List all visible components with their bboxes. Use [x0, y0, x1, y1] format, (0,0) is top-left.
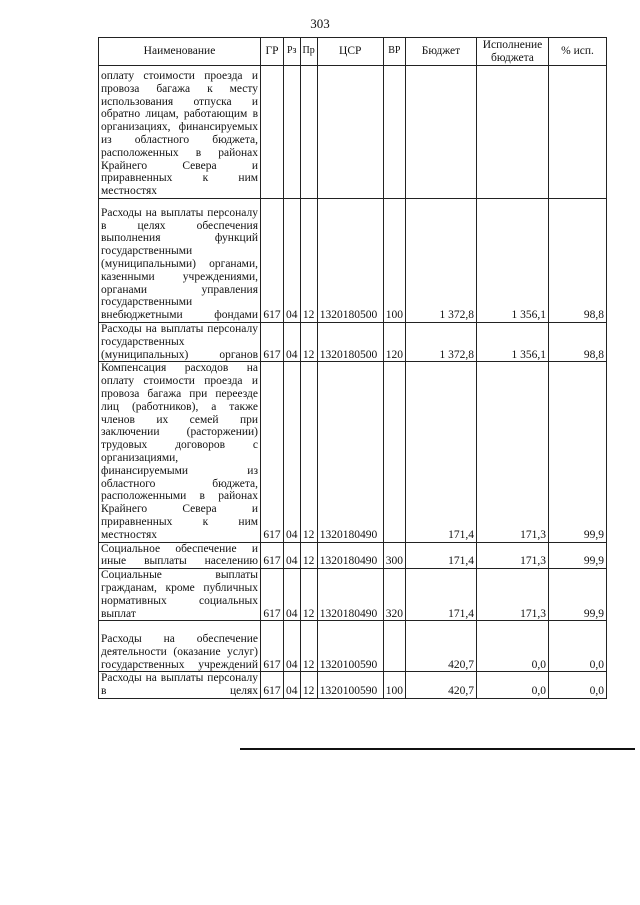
row-percent: 98,8 — [548, 199, 606, 323]
header-pr: Пр — [300, 38, 317, 66]
row-percent: 0,0 — [548, 672, 606, 699]
row-percent: 0,0 — [548, 621, 606, 672]
row-budget — [405, 66, 476, 199]
row-csr: 1320180500 — [317, 199, 383, 323]
header-gr: ГР — [261, 38, 284, 66]
row-gr: 617 — [261, 323, 284, 362]
row-rz: 04 — [284, 362, 301, 542]
row-budget: 1 372,8 — [405, 199, 476, 323]
row-vr: 320 — [383, 569, 405, 621]
row-pr: 12 — [300, 199, 317, 323]
row-vr: 100 — [383, 672, 405, 699]
row-budget: 420,7 — [405, 672, 476, 699]
row-gr: 617 — [261, 569, 284, 621]
row-csr: 1320180490 — [317, 569, 383, 621]
row-rz: 04 — [284, 199, 301, 323]
row-name: Расходы на выплаты персоналу в целях обеспечения выполнения функций государственными (муниципальными) органами, казенными учреждениями, органами управления государственными внебюджетными фондами — [99, 199, 261, 323]
bottom-divider-line — [240, 748, 635, 750]
row-csr: 1320180490 — [317, 542, 383, 569]
table-row — [99, 569, 607, 621]
row-execution: 0,0 — [476, 672, 548, 699]
row-gr: 617 — [261, 621, 284, 672]
row-rz: 04 — [284, 621, 301, 672]
header-csr: ЦСР — [317, 38, 383, 66]
row-csr: 1320100590 — [317, 672, 383, 699]
budget-table — [98, 37, 607, 699]
row-pr: 12 — [300, 542, 317, 569]
row-name: Расходы на обеспечение деятельности (оказание услуг) государственных учреждений — [99, 621, 261, 672]
header-execution: Исполнение бюджета — [476, 38, 548, 66]
row-name: оплату стоимости проезда и провоза багажа к месту использования отпуска и обратно лицам, работающим в организациях, финансируемых из областного бюджета, расположенных в районах Крайнего Севера и приравненных к ним местностях — [99, 66, 261, 199]
row-name: Компенсация расходов на оплату стоимости проезда и провоза багажа при переезде лиц (работников), а также членов их семей при заключении (расторжении) трудовых договоров с организациями, финансируемыми из областного бюджета, расположенными в районах Крайнего Севера и приравненных к ним местностях — [99, 362, 261, 542]
row-percent: 98,8 — [548, 323, 606, 362]
row-execution: 171,3 — [476, 542, 548, 569]
row-execution: 1 356,1 — [476, 323, 548, 362]
row-vr — [383, 362, 405, 542]
row-vr: 100 — [383, 199, 405, 323]
row-csr — [317, 66, 383, 199]
row-gr: 617 — [261, 542, 284, 569]
row-gr: 617 — [261, 672, 284, 699]
row-gr: 617 — [261, 362, 284, 542]
row-percent — [548, 66, 606, 199]
row-rz: 04 — [284, 542, 301, 569]
table-row — [99, 362, 607, 542]
row-pr: 12 — [300, 672, 317, 699]
row-rz: 04 — [284, 672, 301, 699]
row-vr — [383, 621, 405, 672]
header-vr: ВР — [383, 38, 405, 66]
row-budget: 1 372,8 — [405, 323, 476, 362]
row-pr: 12 — [300, 621, 317, 672]
row-csr: 1320100590 — [317, 621, 383, 672]
row-pr: 12 — [300, 362, 317, 542]
row-vr: 120 — [383, 323, 405, 362]
row-budget: 420,7 — [405, 621, 476, 672]
header-budget: Бюджет — [405, 38, 476, 66]
row-gr — [261, 66, 284, 199]
row-name: Расходы на выплаты персоналу государственных (муниципальных) органов — [99, 323, 261, 362]
row-csr: 1320180490 — [317, 362, 383, 542]
page-number: 303 — [310, 16, 330, 31]
row-name: Расходы на выплаты персоналу в целях — [99, 672, 261, 699]
table-header-row — [99, 38, 607, 66]
row-execution: 0,0 — [476, 621, 548, 672]
row-budget: 171,4 — [405, 569, 476, 621]
row-execution: 1 356,1 — [476, 199, 548, 323]
row-percent: 99,9 — [548, 542, 606, 569]
row-rz: 04 — [284, 323, 301, 362]
row-percent: 99,9 — [548, 362, 606, 542]
table-row — [99, 672, 607, 699]
table-row — [99, 621, 607, 672]
row-rz: 04 — [284, 569, 301, 621]
row-pr — [300, 66, 317, 199]
row-rz — [284, 66, 301, 199]
row-csr: 1320180500 — [317, 323, 383, 362]
row-percent: 99,9 — [548, 569, 606, 621]
row-execution: 171,3 — [476, 362, 548, 542]
row-gr: 617 — [261, 199, 284, 323]
table-row — [99, 542, 607, 569]
header-name: Наименование — [99, 38, 261, 66]
header-rz: Рз — [284, 38, 301, 66]
table-row — [99, 323, 607, 362]
table-row — [99, 199, 607, 323]
row-budget: 171,4 — [405, 362, 476, 542]
row-name: Социальные выплаты гражданам, кроме публичных нормативных социальных выплат — [99, 569, 261, 621]
row-name: Социальное обеспечение и иные выплаты населению — [99, 542, 261, 569]
row-pr: 12 — [300, 569, 317, 621]
row-pr: 12 — [300, 323, 317, 362]
row-execution — [476, 66, 548, 199]
row-vr: 300 — [383, 542, 405, 569]
row-vr — [383, 66, 405, 199]
row-budget: 171,4 — [405, 542, 476, 569]
row-execution: 171,3 — [476, 569, 548, 621]
header-percent: % исп. — [548, 38, 606, 66]
table-row — [99, 66, 607, 199]
